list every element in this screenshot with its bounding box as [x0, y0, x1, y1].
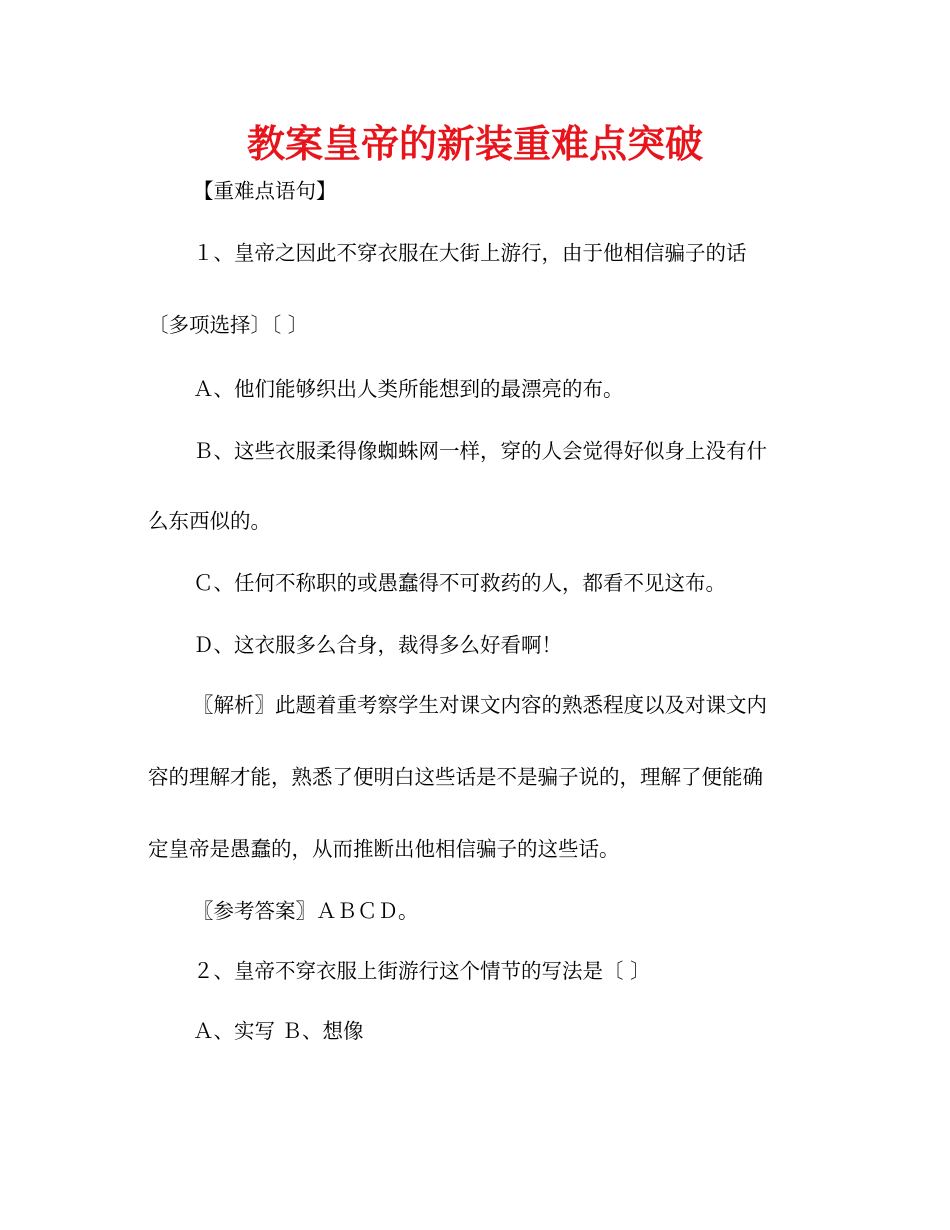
question-1-stem: １、皇帝之因此不穿衣服在大街上游行，由于他相信骗子的话 — [193, 241, 747, 265]
option-d: Ｄ、这衣服多么合身，裁得多么好看啊！ — [193, 633, 562, 657]
option-c: Ｃ、任何不称职的或愚蠢得不可救药的人，都看不见这布。 — [193, 571, 726, 595]
option-b-continued: 么东西似的。 — [148, 509, 271, 533]
option-b: Ｂ、这些衣服柔得像蜘蛛网一样，穿的人会觉得好似身上没有什 — [193, 439, 767, 463]
analysis-paragraph: 〖解析〗此题着重考察学生对课文内容的熟悉程度以及对课文内 — [193, 693, 767, 717]
section-heading: 【重难点语句】 — [193, 179, 337, 203]
option-a: Ａ、他们能够织出人类所能想到的最漂亮的布。 — [193, 377, 624, 401]
document-title: 教案皇帝的新装重难点突破 — [246, 122, 703, 166]
analysis-paragraph-line-2: 容的理解才能，熟悉了便明白这些话是不是骗子说的，理解了便能确 — [148, 765, 763, 789]
reference-answer: 〖参考答案〗ＡＢＣＤ。 — [193, 899, 419, 923]
question-1-stem-continued: 〔多项选择〕〔 〕 — [148, 313, 309, 337]
question-2-options: Ａ、实写 Ｂ、想像 — [193, 1019, 364, 1043]
analysis-paragraph-line-3: 定皇帝是愚蠢的，从而推断出他相信骗子的这些话。 — [148, 837, 620, 861]
question-2-stem: ２、皇帝不穿衣服上街游行这个情节的写法是〔 〕 — [193, 959, 651, 983]
